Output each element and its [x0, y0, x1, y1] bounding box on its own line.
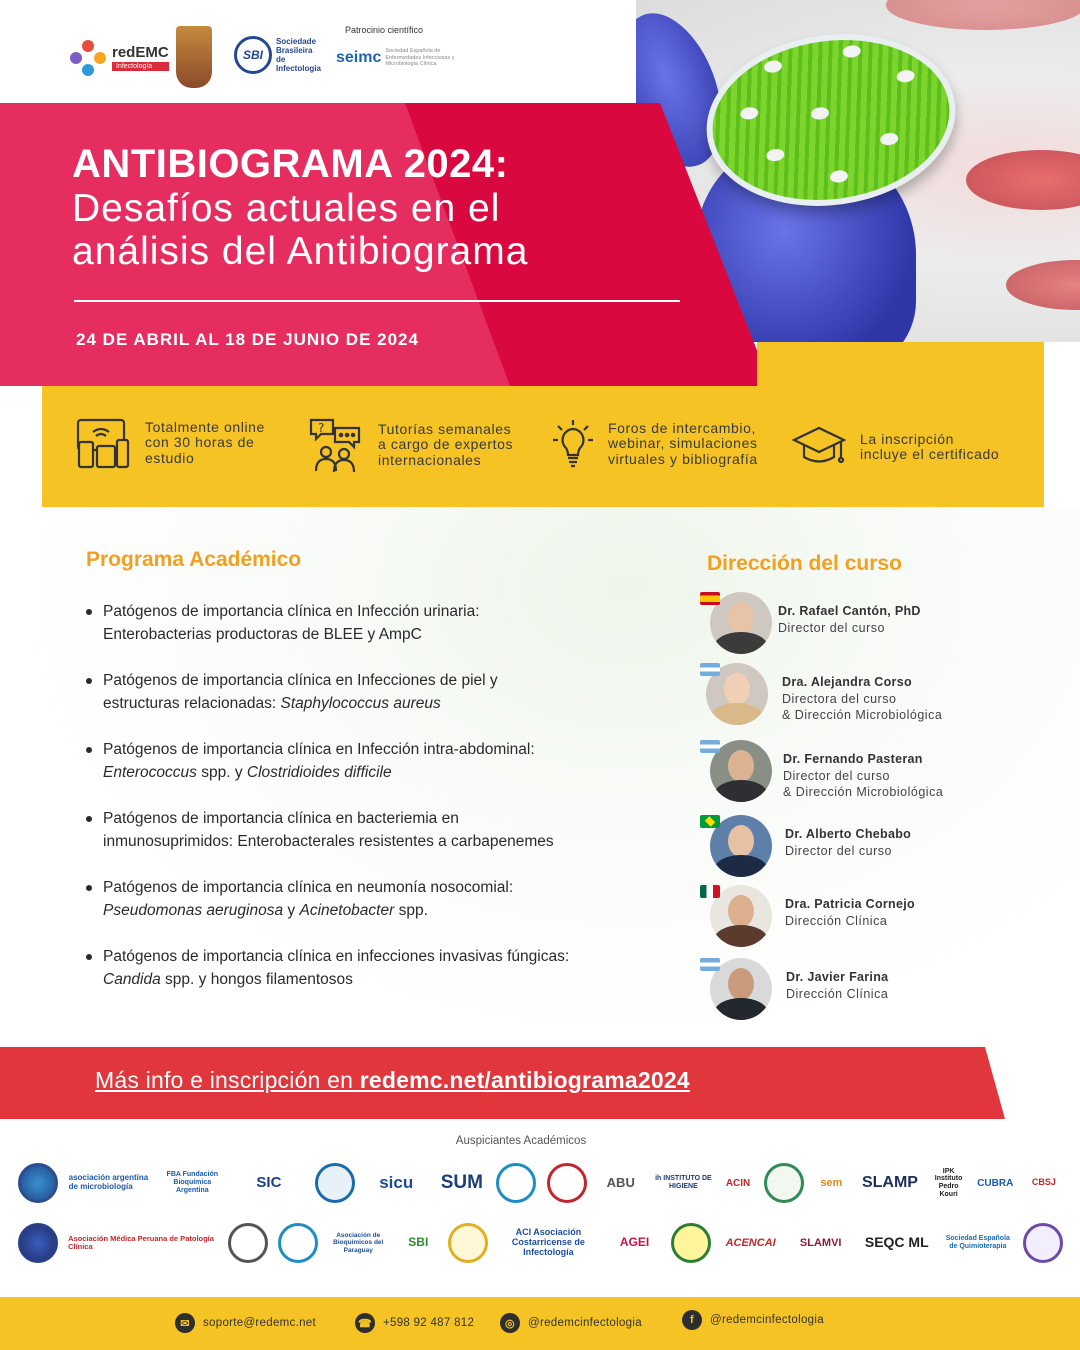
sponsor-logo: [764, 1163, 804, 1203]
sponsor-logo: SUM: [440, 1171, 483, 1193]
crest-logo: [176, 26, 212, 88]
sponsors-label: Auspiciantes Académicos: [455, 1135, 587, 1147]
person-pasteran: Dr. Fernando Pasteran Director del curso & Dirección Microbiológica: [700, 740, 1000, 806]
feature-online: [75, 416, 265, 470]
sponsors-row-1: [18, 1163, 1063, 1203]
seimc-desc: Sociedad Española de Enfermedades Infecciosas y Microbiología Clínica: [385, 48, 455, 68]
title-divider: [74, 300, 680, 302]
title-subtitle-line2: análisis del Antibiograma: [72, 230, 529, 273]
sponsor-logo: IPK Instituto Pedro Kourí: [934, 1167, 963, 1198]
sbi-logo: [234, 36, 320, 74]
person-canton: Dr. Rafael Cantón, PhD Director del curso: [700, 592, 1000, 658]
person-farina: Dr. Javier Farina Dirección Clínica: [700, 958, 1000, 1024]
title-subtitle-line1: Desafíos actuales en el: [72, 187, 501, 230]
title-subtitle: [72, 187, 672, 273]
feature-online-line2: con 30 horas de: [145, 434, 255, 451]
feature-tutorials-line3: internacionales: [378, 451, 482, 468]
sponsor-logo: SIC: [256, 1173, 282, 1191]
sbi-mark: SBI: [234, 36, 272, 74]
argentina-flag-icon: [700, 663, 720, 676]
devices-icon: [75, 416, 131, 470]
contact-facebook[interactable]: f @redemcinfectologia: [682, 1310, 824, 1330]
svg-text:?: ?: [318, 421, 325, 435]
sponsor-logo: [18, 1163, 58, 1203]
sponsor-logo: [547, 1163, 587, 1203]
sponsor-logo: Asociación de Bioquímicos del Paraguay: [333, 1232, 384, 1254]
sponsor-logo: CBSJ: [1031, 1177, 1056, 1188]
whatsapp-icon: ☎: [355, 1313, 375, 1333]
sponsor-logo: ACI Asociación Costarricense de Infectología: [511, 1227, 585, 1257]
sponsor-logo: ACENCAI: [725, 1236, 776, 1249]
sponsor-logo: AGEI: [619, 1235, 650, 1250]
sponsor-logo: Sociedad Española de Quimioterapia: [945, 1235, 1010, 1250]
redemc-logo-name: redEMC: [112, 44, 169, 61]
sponsor-logo: [496, 1163, 536, 1203]
contact-email[interactable]: ✉ soporte@redemc.net: [175, 1313, 316, 1333]
features-band-top: [757, 342, 1044, 386]
feature-forums: [552, 416, 758, 472]
sponsor-logo: SLAMVI: [799, 1236, 842, 1249]
sponsor-logo: ACIN: [725, 1177, 751, 1189]
sponsor-logo: ABU: [606, 1174, 635, 1190]
graduation-cap-icon: [792, 424, 846, 470]
sponsor-logo: FBA Fundación Bioquímica Argentina: [166, 1171, 219, 1194]
argentina-flag-icon: [700, 958, 720, 971]
sponsor-logo: SEQC ML: [864, 1234, 929, 1251]
feature-forums-line1: Foros de intercambio,: [608, 419, 756, 436]
feature-tutorials: [308, 416, 513, 474]
redemc-network-icon: [70, 40, 106, 76]
sponsor-logo: [671, 1223, 711, 1263]
sponsor-logo: sicu: [379, 1172, 414, 1192]
sponsor-logo: [18, 1223, 58, 1263]
feature-tutorials-line2: a cargo de expertos: [378, 436, 514, 453]
feature-forums-line2: webinar, simulaciones: [608, 435, 758, 452]
list-item: Patógenos de importancia clínica en Infecciones de piel y estructuras relacionadas: Staphylococcus aureus: [82, 669, 662, 715]
sponsor-logo: Asociación Médica Peruana de Patología Clínica: [68, 1233, 214, 1251]
sbi-name: Sociedade Brasileira de Infectologia: [276, 36, 321, 74]
sponsor-logo: CUBRA: [977, 1177, 1014, 1189]
feature-forums-line3: virtuales y bibliografía: [608, 450, 758, 467]
sponsors-row-2: [18, 1223, 1063, 1263]
list-item: Patógenos de importancia clínica en Infección intra-abdominal: Enterococcus spp. y Clostridioides difficile: [82, 738, 662, 784]
sponsor-logo: sem: [820, 1176, 843, 1189]
feature-certificate-line1: La inscripción: [860, 430, 954, 447]
person-cornejo: Dra. Patricia Cornejo Dirección Clínica: [700, 885, 1000, 951]
feature-online-line1: Totalmente online: [145, 418, 265, 435]
feature-tutorials-line1: Tutorías semanales: [378, 420, 512, 437]
course-dates: 24 DE ABRIL AL 18 DE JUNIO DE 2024: [76, 330, 419, 349]
sponsor-logo: SBI: [408, 1235, 429, 1250]
list-item: Patógenos de importancia clínica en bacteriemia en inmunosuprimidos: Enterobacterales resistentes a carbapenemes: [82, 807, 662, 853]
contact-phone[interactable]: ☎ +598 92 487 812: [355, 1313, 474, 1333]
direction-heading: Dirección del curso: [707, 552, 902, 575]
sponsor-logo: [315, 1163, 355, 1203]
lightbulb-icon: [552, 416, 594, 472]
sponsor-logo: [1023, 1223, 1063, 1263]
seimc-mark: seimc: [336, 48, 382, 66]
feature-online-line3: estudio: [145, 449, 195, 466]
redemc-logo: [70, 40, 169, 76]
sponsor-logo: SLAMP: [861, 1174, 918, 1192]
person-corso: Dra. Alejandra Corso Directora del curso & Dirección Microbiológica: [700, 663, 1000, 729]
argentina-flag-icon: [700, 740, 720, 753]
email-icon: ✉: [175, 1313, 195, 1333]
program-heading: Programa Académico: [86, 548, 302, 571]
list-item: Patógenos de importancia clínica en infecciones invasivas fúngicas: Candida spp. y hongos filamentosos: [82, 945, 662, 991]
spain-flag-icon: [700, 592, 720, 605]
redemc-logo-sub: Infectología: [112, 62, 169, 71]
list-item: Patógenos de importancia clínica en neumonía nosocomial: Pseudomonas aeruginosa y Acinetobacter spp.: [82, 876, 662, 922]
contact-instagram[interactable]: ◎ @redemcinfectologia: [500, 1313, 642, 1333]
chat-people-icon: [308, 416, 364, 474]
seimc-logo: [336, 48, 475, 68]
sponsor-logo: asociación argentina de microbiología: [68, 1173, 149, 1191]
title-main: ANTIBIOGRAMA 2024:: [72, 142, 509, 186]
sponsor-label: Patrocinio científico: [345, 25, 424, 35]
program-list: [82, 600, 662, 1014]
feature-certificate: [792, 424, 999, 470]
sponsor-logo: ih INSTITUTO DE HIGIENE: [655, 1175, 712, 1190]
sponsor-logo: [228, 1223, 268, 1263]
list-item: Patógenos de importancia clínica en Infección urinaria: Enterobacterias productoras de BLEE y AmpC: [82, 600, 662, 646]
registration-link[interactable]: Más info e inscripción en redemc.net/antibiograma2024: [95, 1067, 690, 1093]
instagram-icon: ◎: [500, 1313, 520, 1333]
sponsor-logo: [278, 1223, 318, 1263]
person-chebabo: Dr. Alberto Chebabo Director del curso: [700, 815, 1000, 881]
facebook-icon: f: [682, 1310, 702, 1330]
feature-certificate-line2: incluye el certificado: [860, 446, 1000, 462]
sponsor-logo: [448, 1223, 488, 1263]
mexico-flag-icon: [700, 885, 720, 898]
brazil-flag-icon: [700, 815, 720, 828]
